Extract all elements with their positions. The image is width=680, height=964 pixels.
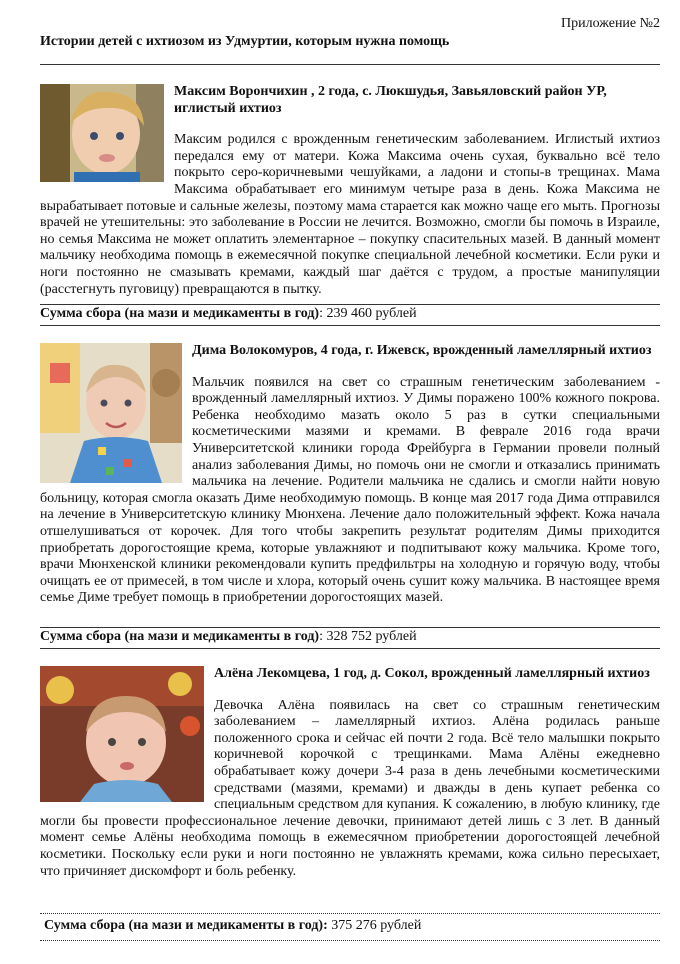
- story-dima: [40, 343, 660, 607]
- title-divider: [40, 64, 660, 65]
- divider: [40, 627, 660, 628]
- sum-value: 375 276 рублей: [327, 918, 422, 933]
- sum-value: : 239 460 рублей: [319, 306, 417, 321]
- story-heading: Дима Волокомуров, 4 года, г. Ижевск, врожденный ламеллярный ихтиоз: [192, 343, 652, 358]
- photo-dima: [40, 343, 182, 483]
- story-text: Девочка Алёна появилась на свет со страшным генетическим заболеванием – ламеллярный ихтиоз. Алёна родилась раньше положенного срока и сейчас ей почти 2 года. Всё тело малышки покрыто коричневой корочкой с трещинками. Мама Алёны ежедневно обрабатывает кожу дочери 3-4 раза в день лечебными косметическими средствами (мазями, кремами) и дважды в день купает ребенка со специальным средством для купания. К сожалению, в любую клинику, где могли бы провести профессиональное лечение девочки, принимают детей лишь с 3 лет. В данный момент семье Алёны необходима помощь в ежемесячном приобретении дорогостоящей лечебной косметики. Поскольку если руки и ноги постоянно не увлажнять кремами, кожа сильно пересыхает, что причиняет дискомфорт и боль ребенку.: [40, 697, 660, 879]
- story-text: Максим родился с врожденным генетическим заболеванием. Иглистый ихтиоз передался ему от матери. Кожа Максима очень сухая, буквально всё тело покрыто серо-коричневыми чешуйками, а ладони и стопы-в трещинах. Мама Максима обрабатывает его минимум четыре раза в день. Кожа Максима не вырабатывает потовые и сальные железы, поэтому мама старается как можно чаще его мыть. Прогнозы врачей не утешительны: это заболевание в России не лечится. Возможно, смогли бы помочь в Израиле, но семья Максима не может оплатить элементарное – покупку спасительных мазей. В данный момент мальчику необходима помощь в ежемесячной покупке специальной лечебной косметики. Если руки и ноги постоянно не смазывать кремами, каждый шаг даётся с трудом, а простые манипуляции (расстегнуть пуговицу) превращаются в пытку.: [40, 132, 660, 297]
- sum-row-maxim: [40, 306, 660, 322]
- photo-alyona: [40, 666, 204, 802]
- photo-maxim: [40, 84, 164, 182]
- divider: [40, 940, 660, 941]
- sum-label: Сумма сбора (на мази и медикаменты в год): [40, 629, 320, 644]
- sum-row-alyona: [44, 918, 660, 934]
- story-heading: Алёна Лекомцева, 1 год, д. Сокол, врожденный ламеллярный ихтиоз: [214, 666, 650, 681]
- sum-row-dima: [40, 629, 660, 645]
- story-maxim: [40, 84, 660, 298]
- document-title: Истории детей с ихтиозом из Удмуртии, которым нужна помощь: [40, 34, 450, 49]
- sum-label: Сумма сбора (на мази и медикаменты в год):: [44, 918, 328, 933]
- divider: [40, 325, 660, 326]
- story-heading: Максим Ворончихин , 2 года, с. Люкшудья, Завьяловский район УР, иглистый ихтиоз: [174, 84, 607, 116]
- appendix-label: Приложение №2: [561, 16, 660, 31]
- story-text: Мальчик появился на свет со страшным генетическим заболеванием - врожденный ламеллярный ихтиоз. У Димы поражено 100% кожного покрова. Ребенка необходимо мазать около 5 раз в сутки специальными косметическими мазями и кремами. В феврале 2016 года врачи Университетской клиники города Фрейбурга в Германии провели полный анализ заболевания Димы, но помочь они не смогли и отказались принимать мальчика на лечение. Родители мальчика не сдались и смогли найти новую больницу, которая смогла оказать Диме необходимую помощь. В конце мая 2017 года Дима отправился на лечение в Университетскую клинику Мюнхена. Лечение дало положительный эффект. Кожа начала отшелушиваться от корочек. Для того чтобы закрепить результат родителям Димы приходится приобретать дорогостоящие крема, которые увлажняют и подпитывают кожу мальчика. Кроме того, врачи Мюнхенской клиники рекомендовали купить предфильтры на холодную и горячую воду, чтобы очищать ее от примесей, в том числе и хлора, который очень сушит кожу мальчика. В настоящее время семье Диме требует помощь в приобретении дорогостоящих мазей.: [40, 374, 660, 606]
- sum-value: : 328 752 рублей: [319, 629, 417, 644]
- sum-label: Сумма сбора (на мази и медикаменты в год): [40, 306, 320, 321]
- divider: [40, 913, 660, 914]
- divider: [40, 304, 660, 305]
- story-alyona: [40, 666, 660, 880]
- divider: [40, 648, 660, 649]
